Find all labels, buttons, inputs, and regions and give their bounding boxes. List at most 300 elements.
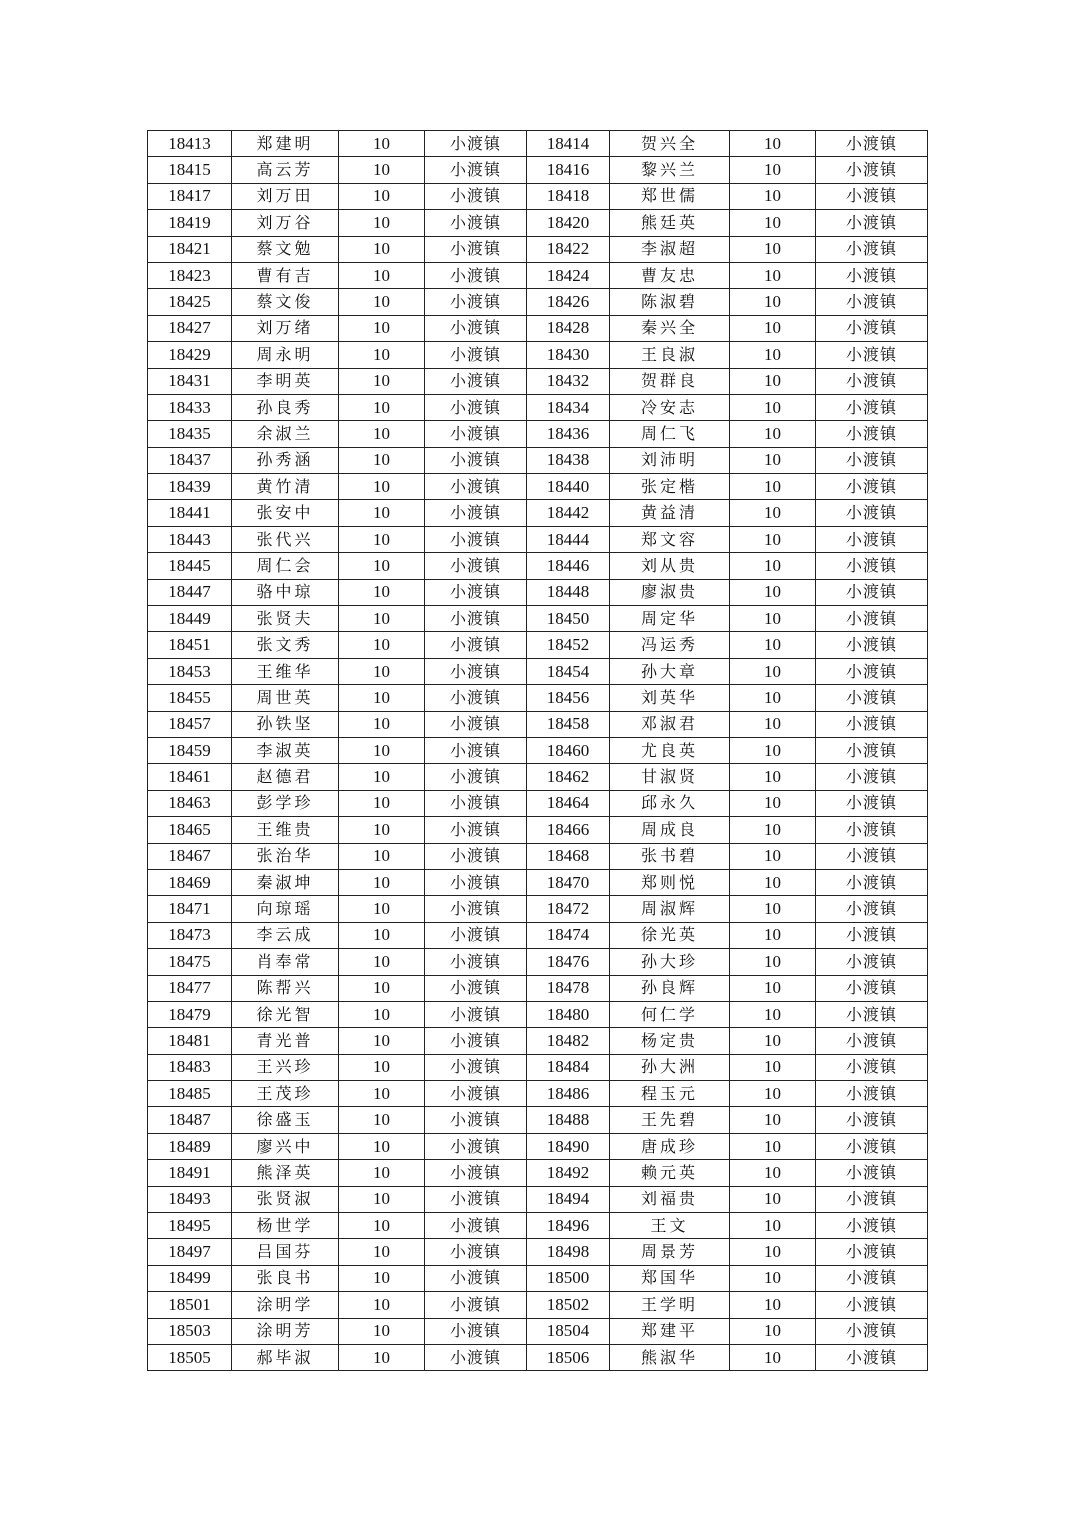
- right-record-id-cell: 18494: [527, 1186, 610, 1212]
- right-record-id-cell: 18444: [527, 526, 610, 552]
- left-amount-cell: 10: [339, 1186, 425, 1212]
- right-town-name-cell: 小渡镇: [816, 1318, 928, 1344]
- right-amount-cell: 10: [730, 790, 816, 816]
- right-amount-cell: 10: [730, 658, 816, 684]
- table-row: [148, 1213, 928, 1239]
- left-town-name-cell: 小渡镇: [425, 658, 527, 684]
- right-record-id-cell: 18422: [527, 236, 610, 262]
- left-amount-cell: 10: [339, 526, 425, 552]
- left-town-name-cell: 小渡镇: [425, 949, 527, 975]
- left-town-name-cell: 小渡镇: [425, 817, 527, 843]
- left-town-name-cell: 小渡镇: [425, 368, 527, 394]
- right-amount-cell: 10: [730, 183, 816, 209]
- right-amount-cell: 10: [730, 1239, 816, 1265]
- left-person-name-cell: 王茂珍: [232, 1081, 339, 1107]
- left-amount-cell: 10: [339, 790, 425, 816]
- table-row: [148, 210, 928, 236]
- left-record-id-cell: 18499: [148, 1265, 232, 1291]
- right-record-id-cell: 18500: [527, 1265, 610, 1291]
- right-town-name-cell: 小渡镇: [816, 1160, 928, 1186]
- table-row: [148, 1318, 928, 1344]
- table-row: [148, 447, 928, 473]
- right-amount-cell: 10: [730, 975, 816, 1001]
- right-record-id-cell: 18484: [527, 1054, 610, 1080]
- table-row: [148, 368, 928, 394]
- left-record-id-cell: 18443: [148, 526, 232, 552]
- table-row: [148, 262, 928, 288]
- right-amount-cell: 10: [730, 632, 816, 658]
- left-town-name-cell: 小渡镇: [425, 342, 527, 368]
- right-town-name-cell: 小渡镇: [816, 579, 928, 605]
- left-record-id-cell: 18449: [148, 606, 232, 632]
- right-record-id-cell: 18458: [527, 711, 610, 737]
- left-amount-cell: 10: [339, 1265, 425, 1291]
- right-town-name-cell: 小渡镇: [816, 1292, 928, 1318]
- right-amount-cell: 10: [730, 1133, 816, 1159]
- right-record-id-cell: 18418: [527, 183, 610, 209]
- right-town-name-cell: 小渡镇: [816, 1028, 928, 1054]
- left-person-name-cell: 孙良秀: [232, 394, 339, 420]
- table-row: [148, 1186, 928, 1212]
- left-amount-cell: 10: [339, 1213, 425, 1239]
- left-amount-cell: 10: [339, 1133, 425, 1159]
- right-amount-cell: 10: [730, 737, 816, 763]
- left-record-id-cell: 18431: [148, 368, 232, 394]
- left-person-name-cell: 孙铁坚: [232, 711, 339, 737]
- right-person-name-cell: 孙大洲: [610, 1054, 730, 1080]
- right-town-name-cell: 小渡镇: [816, 975, 928, 1001]
- left-amount-cell: 10: [339, 1107, 425, 1133]
- right-person-name-cell: 唐成珍: [610, 1133, 730, 1159]
- right-amount-cell: 10: [730, 315, 816, 341]
- left-town-name-cell: 小渡镇: [425, 632, 527, 658]
- right-person-name-cell: 李淑超: [610, 236, 730, 262]
- right-person-name-cell: 陈淑碧: [610, 289, 730, 315]
- left-record-id-cell: 18423: [148, 262, 232, 288]
- right-record-id-cell: 18414: [527, 131, 610, 157]
- table-row: [148, 1160, 928, 1186]
- left-record-id-cell: 18471: [148, 896, 232, 922]
- left-person-name-cell: 吕国芬: [232, 1239, 339, 1265]
- left-record-id-cell: 18433: [148, 394, 232, 420]
- right-record-id-cell: 18492: [527, 1160, 610, 1186]
- right-record-id-cell: 18472: [527, 896, 610, 922]
- left-amount-cell: 10: [339, 1054, 425, 1080]
- table-row: [148, 394, 928, 420]
- right-amount-cell: 10: [730, 1186, 816, 1212]
- left-record-id-cell: 18497: [148, 1239, 232, 1265]
- table-row: [148, 817, 928, 843]
- right-person-name-cell: 周成良: [610, 817, 730, 843]
- left-town-name-cell: 小渡镇: [425, 1213, 527, 1239]
- right-town-name-cell: 小渡镇: [816, 817, 928, 843]
- left-person-name-cell: 黄竹清: [232, 474, 339, 500]
- left-town-name-cell: 小渡镇: [425, 764, 527, 790]
- right-town-name-cell: 小渡镇: [816, 157, 928, 183]
- left-person-name-cell: 杨世学: [232, 1213, 339, 1239]
- table-row: [148, 975, 928, 1001]
- table-row: [148, 790, 928, 816]
- table-row: [148, 526, 928, 552]
- left-record-id-cell: 18463: [148, 790, 232, 816]
- right-person-name-cell: 郑国华: [610, 1265, 730, 1291]
- right-record-id-cell: 18416: [527, 157, 610, 183]
- left-record-id-cell: 18469: [148, 869, 232, 895]
- left-record-id-cell: 18483: [148, 1054, 232, 1080]
- right-record-id-cell: 18450: [527, 606, 610, 632]
- right-record-id-cell: 18504: [527, 1318, 610, 1344]
- left-record-id-cell: 18467: [148, 843, 232, 869]
- right-record-id-cell: 18442: [527, 500, 610, 526]
- right-person-name-cell: 王学明: [610, 1292, 730, 1318]
- left-amount-cell: 10: [339, 737, 425, 763]
- table-row: [148, 1054, 928, 1080]
- table-row: [148, 896, 928, 922]
- left-person-name-cell: 刘万谷: [232, 210, 339, 236]
- right-amount-cell: 10: [730, 1054, 816, 1080]
- left-record-id-cell: 18495: [148, 1213, 232, 1239]
- left-person-name-cell: 张贤淑: [232, 1186, 339, 1212]
- right-town-name-cell: 小渡镇: [816, 262, 928, 288]
- left-town-name-cell: 小渡镇: [425, 421, 527, 447]
- left-amount-cell: 10: [339, 157, 425, 183]
- left-amount-cell: 10: [339, 1081, 425, 1107]
- right-amount-cell: 10: [730, 817, 816, 843]
- right-town-name-cell: 小渡镇: [816, 342, 928, 368]
- left-town-name-cell: 小渡镇: [425, 579, 527, 605]
- left-amount-cell: 10: [339, 447, 425, 473]
- right-record-id-cell: 18468: [527, 843, 610, 869]
- table-row: [148, 606, 928, 632]
- left-town-name-cell: 小渡镇: [425, 685, 527, 711]
- left-amount-cell: 10: [339, 949, 425, 975]
- right-amount-cell: 10: [730, 447, 816, 473]
- left-amount-cell: 10: [339, 1001, 425, 1027]
- left-person-name-cell: 骆中琼: [232, 579, 339, 605]
- right-town-name-cell: 小渡镇: [816, 315, 928, 341]
- left-record-id-cell: 18417: [148, 183, 232, 209]
- left-amount-cell: 10: [339, 553, 425, 579]
- left-amount-cell: 10: [339, 210, 425, 236]
- left-person-name-cell: 蔡文勉: [232, 236, 339, 262]
- table-row: [148, 869, 928, 895]
- left-town-name-cell: 小渡镇: [425, 711, 527, 737]
- right-person-name-cell: 孙良辉: [610, 975, 730, 1001]
- table-row: [148, 131, 928, 157]
- left-amount-cell: 10: [339, 236, 425, 262]
- right-town-name-cell: 小渡镇: [816, 711, 928, 737]
- right-person-name-cell: 冷安志: [610, 394, 730, 420]
- left-town-name-cell: 小渡镇: [425, 1160, 527, 1186]
- right-record-id-cell: 18440: [527, 474, 610, 500]
- right-amount-cell: 10: [730, 1213, 816, 1239]
- left-town-name-cell: 小渡镇: [425, 1344, 527, 1370]
- table-row: [148, 764, 928, 790]
- right-town-name-cell: 小渡镇: [816, 1239, 928, 1265]
- left-amount-cell: 10: [339, 975, 425, 1001]
- right-town-name-cell: 小渡镇: [816, 1001, 928, 1027]
- right-person-name-cell: 刘沛明: [610, 447, 730, 473]
- left-record-id-cell: 18451: [148, 632, 232, 658]
- right-record-id-cell: 18448: [527, 579, 610, 605]
- right-amount-cell: 10: [730, 711, 816, 737]
- right-person-name-cell: 熊廷英: [610, 210, 730, 236]
- left-person-name-cell: 蔡文俊: [232, 289, 339, 315]
- right-town-name-cell: 小渡镇: [816, 949, 928, 975]
- left-person-name-cell: 周永明: [232, 342, 339, 368]
- right-person-name-cell: 黄益清: [610, 500, 730, 526]
- left-town-name-cell: 小渡镇: [425, 131, 527, 157]
- left-record-id-cell: 18501: [148, 1292, 232, 1318]
- right-amount-cell: 10: [730, 1107, 816, 1133]
- right-record-id-cell: 18438: [527, 447, 610, 473]
- right-person-name-cell: 郑建平: [610, 1318, 730, 1344]
- roster-table-body: [148, 131, 928, 1371]
- table-row: [148, 737, 928, 763]
- left-person-name-cell: 李明英: [232, 368, 339, 394]
- right-amount-cell: 10: [730, 843, 816, 869]
- left-record-id-cell: 18503: [148, 1318, 232, 1344]
- right-person-name-cell: 王先碧: [610, 1107, 730, 1133]
- right-person-name-cell: 尤良英: [610, 737, 730, 763]
- left-amount-cell: 10: [339, 632, 425, 658]
- left-record-id-cell: 18459: [148, 737, 232, 763]
- left-person-name-cell: 刘万绪: [232, 315, 339, 341]
- left-amount-cell: 10: [339, 843, 425, 869]
- left-town-name-cell: 小渡镇: [425, 447, 527, 473]
- left-record-id-cell: 18419: [148, 210, 232, 236]
- left-town-name-cell: 小渡镇: [425, 474, 527, 500]
- right-town-name-cell: 小渡镇: [816, 606, 928, 632]
- right-person-name-cell: 王良淑: [610, 342, 730, 368]
- left-person-name-cell: 郑建明: [232, 131, 339, 157]
- right-record-id-cell: 18462: [527, 764, 610, 790]
- left-amount-cell: 10: [339, 500, 425, 526]
- right-town-name-cell: 小渡镇: [816, 421, 928, 447]
- right-amount-cell: 10: [730, 342, 816, 368]
- table-row: [148, 685, 928, 711]
- right-town-name-cell: 小渡镇: [816, 869, 928, 895]
- right-amount-cell: 10: [730, 685, 816, 711]
- right-person-name-cell: 刘从贵: [610, 553, 730, 579]
- left-amount-cell: 10: [339, 289, 425, 315]
- table-row: [148, 843, 928, 869]
- left-town-name-cell: 小渡镇: [425, 289, 527, 315]
- left-record-id-cell: 18475: [148, 949, 232, 975]
- right-town-name-cell: 小渡镇: [816, 896, 928, 922]
- right-person-name-cell: 孙大章: [610, 658, 730, 684]
- right-person-name-cell: 周仁飞: [610, 421, 730, 447]
- right-amount-cell: 10: [730, 262, 816, 288]
- right-amount-cell: 10: [730, 922, 816, 948]
- left-town-name-cell: 小渡镇: [425, 922, 527, 948]
- left-town-name-cell: 小渡镇: [425, 1318, 527, 1344]
- left-amount-cell: 10: [339, 1160, 425, 1186]
- left-record-id-cell: 18441: [148, 500, 232, 526]
- left-amount-cell: 10: [339, 817, 425, 843]
- left-person-name-cell: 赵德君: [232, 764, 339, 790]
- left-town-name-cell: 小渡镇: [425, 1028, 527, 1054]
- right-town-name-cell: 小渡镇: [816, 500, 928, 526]
- right-person-name-cell: 秦兴全: [610, 315, 730, 341]
- left-amount-cell: 10: [339, 1292, 425, 1318]
- left-record-id-cell: 18425: [148, 289, 232, 315]
- left-town-name-cell: 小渡镇: [425, 262, 527, 288]
- table-row: [148, 342, 928, 368]
- right-amount-cell: 10: [730, 1028, 816, 1054]
- right-record-id-cell: 18486: [527, 1081, 610, 1107]
- right-record-id-cell: 18464: [527, 790, 610, 816]
- left-amount-cell: 10: [339, 711, 425, 737]
- left-town-name-cell: 小渡镇: [425, 1107, 527, 1133]
- left-town-name-cell: 小渡镇: [425, 1001, 527, 1027]
- left-town-name-cell: 小渡镇: [425, 1054, 527, 1080]
- left-person-name-cell: 涂明芳: [232, 1318, 339, 1344]
- right-record-id-cell: 18482: [527, 1028, 610, 1054]
- right-amount-cell: 10: [730, 949, 816, 975]
- left-person-name-cell: 郝毕淑: [232, 1344, 339, 1370]
- right-town-name-cell: 小渡镇: [816, 553, 928, 579]
- left-amount-cell: 10: [339, 869, 425, 895]
- right-town-name-cell: 小渡镇: [816, 1107, 928, 1133]
- right-town-name-cell: 小渡镇: [816, 685, 928, 711]
- right-amount-cell: 10: [730, 131, 816, 157]
- left-record-id-cell: 18421: [148, 236, 232, 262]
- left-amount-cell: 10: [339, 394, 425, 420]
- right-person-name-cell: 赖元英: [610, 1160, 730, 1186]
- left-amount-cell: 10: [339, 1239, 425, 1265]
- left-amount-cell: 10: [339, 922, 425, 948]
- left-record-id-cell: 18455: [148, 685, 232, 711]
- right-town-name-cell: 小渡镇: [816, 183, 928, 209]
- right-town-name-cell: 小渡镇: [816, 526, 928, 552]
- table-row: [148, 315, 928, 341]
- left-record-id-cell: 18447: [148, 579, 232, 605]
- table-row: [148, 1028, 928, 1054]
- right-record-id-cell: 18460: [527, 737, 610, 763]
- table-row: [148, 236, 928, 262]
- left-person-name-cell: 孙秀涵: [232, 447, 339, 473]
- right-record-id-cell: 18428: [527, 315, 610, 341]
- left-amount-cell: 10: [339, 315, 425, 341]
- left-person-name-cell: 李淑英: [232, 737, 339, 763]
- right-record-id-cell: 18452: [527, 632, 610, 658]
- right-amount-cell: 10: [730, 368, 816, 394]
- right-amount-cell: 10: [730, 764, 816, 790]
- right-person-name-cell: 邓淑君: [610, 711, 730, 737]
- right-town-name-cell: 小渡镇: [816, 131, 928, 157]
- right-town-name-cell: 小渡镇: [816, 368, 928, 394]
- left-town-name-cell: 小渡镇: [425, 606, 527, 632]
- roster-table: [147, 130, 928, 1371]
- right-amount-cell: 10: [730, 1081, 816, 1107]
- left-town-name-cell: 小渡镇: [425, 553, 527, 579]
- left-person-name-cell: 李云成: [232, 922, 339, 948]
- right-amount-cell: 10: [730, 896, 816, 922]
- left-person-name-cell: 王兴珍: [232, 1054, 339, 1080]
- left-record-id-cell: 18429: [148, 342, 232, 368]
- right-amount-cell: 10: [730, 421, 816, 447]
- right-person-name-cell: 刘英华: [610, 685, 730, 711]
- left-record-id-cell: 18493: [148, 1186, 232, 1212]
- right-person-name-cell: 周淑辉: [610, 896, 730, 922]
- right-amount-cell: 10: [730, 1318, 816, 1344]
- left-amount-cell: 10: [339, 474, 425, 500]
- table-row: [148, 421, 928, 447]
- table-row: [148, 711, 928, 737]
- right-amount-cell: 10: [730, 289, 816, 315]
- right-record-id-cell: 18420: [527, 210, 610, 236]
- right-person-name-cell: 刘福贵: [610, 1186, 730, 1212]
- table-row: [148, 1081, 928, 1107]
- left-amount-cell: 10: [339, 183, 425, 209]
- left-amount-cell: 10: [339, 1344, 425, 1370]
- left-record-id-cell: 18505: [148, 1344, 232, 1370]
- right-record-id-cell: 18498: [527, 1239, 610, 1265]
- table-row: [148, 658, 928, 684]
- left-amount-cell: 10: [339, 764, 425, 790]
- left-amount-cell: 10: [339, 368, 425, 394]
- right-amount-cell: 10: [730, 606, 816, 632]
- left-town-name-cell: 小渡镇: [425, 1186, 527, 1212]
- right-person-name-cell: 邱永久: [610, 790, 730, 816]
- left-town-name-cell: 小渡镇: [425, 975, 527, 1001]
- right-person-name-cell: 张书碧: [610, 843, 730, 869]
- left-person-name-cell: 周世英: [232, 685, 339, 711]
- left-town-name-cell: 小渡镇: [425, 1081, 527, 1107]
- left-record-id-cell: 18487: [148, 1107, 232, 1133]
- table-row: [148, 579, 928, 605]
- right-record-id-cell: 18488: [527, 1107, 610, 1133]
- right-record-id-cell: 18476: [527, 949, 610, 975]
- table-row: [148, 553, 928, 579]
- table-row: [148, 1133, 928, 1159]
- table-row: [148, 1344, 928, 1370]
- left-person-name-cell: 秦淑坤: [232, 869, 339, 895]
- left-record-id-cell: 18435: [148, 421, 232, 447]
- table-row: [148, 1265, 928, 1291]
- left-amount-cell: 10: [339, 421, 425, 447]
- table-row: [148, 1292, 928, 1318]
- left-person-name-cell: 张治华: [232, 843, 339, 869]
- left-record-id-cell: 18485: [148, 1081, 232, 1107]
- right-record-id-cell: 18434: [527, 394, 610, 420]
- left-town-name-cell: 小渡镇: [425, 210, 527, 236]
- left-town-name-cell: 小渡镇: [425, 869, 527, 895]
- left-town-name-cell: 小渡镇: [425, 315, 527, 341]
- left-town-name-cell: 小渡镇: [425, 236, 527, 262]
- left-record-id-cell: 18413: [148, 131, 232, 157]
- left-person-name-cell: 向琼瑶: [232, 896, 339, 922]
- left-person-name-cell: 周仁会: [232, 553, 339, 579]
- right-person-name-cell: 曹友忠: [610, 262, 730, 288]
- right-amount-cell: 10: [730, 869, 816, 895]
- right-amount-cell: 10: [730, 1001, 816, 1027]
- left-person-name-cell: 张贤夫: [232, 606, 339, 632]
- right-town-name-cell: 小渡镇: [816, 843, 928, 869]
- left-town-name-cell: 小渡镇: [425, 1265, 527, 1291]
- right-town-name-cell: 小渡镇: [816, 922, 928, 948]
- right-record-id-cell: 18490: [527, 1133, 610, 1159]
- right-town-name-cell: 小渡镇: [816, 1081, 928, 1107]
- left-person-name-cell: 曹有吉: [232, 262, 339, 288]
- right-town-name-cell: 小渡镇: [816, 394, 928, 420]
- table-row: [148, 632, 928, 658]
- left-town-name-cell: 小渡镇: [425, 843, 527, 869]
- right-person-name-cell: 孙大珍: [610, 949, 730, 975]
- left-person-name-cell: 彭学珍: [232, 790, 339, 816]
- right-amount-cell: 10: [730, 474, 816, 500]
